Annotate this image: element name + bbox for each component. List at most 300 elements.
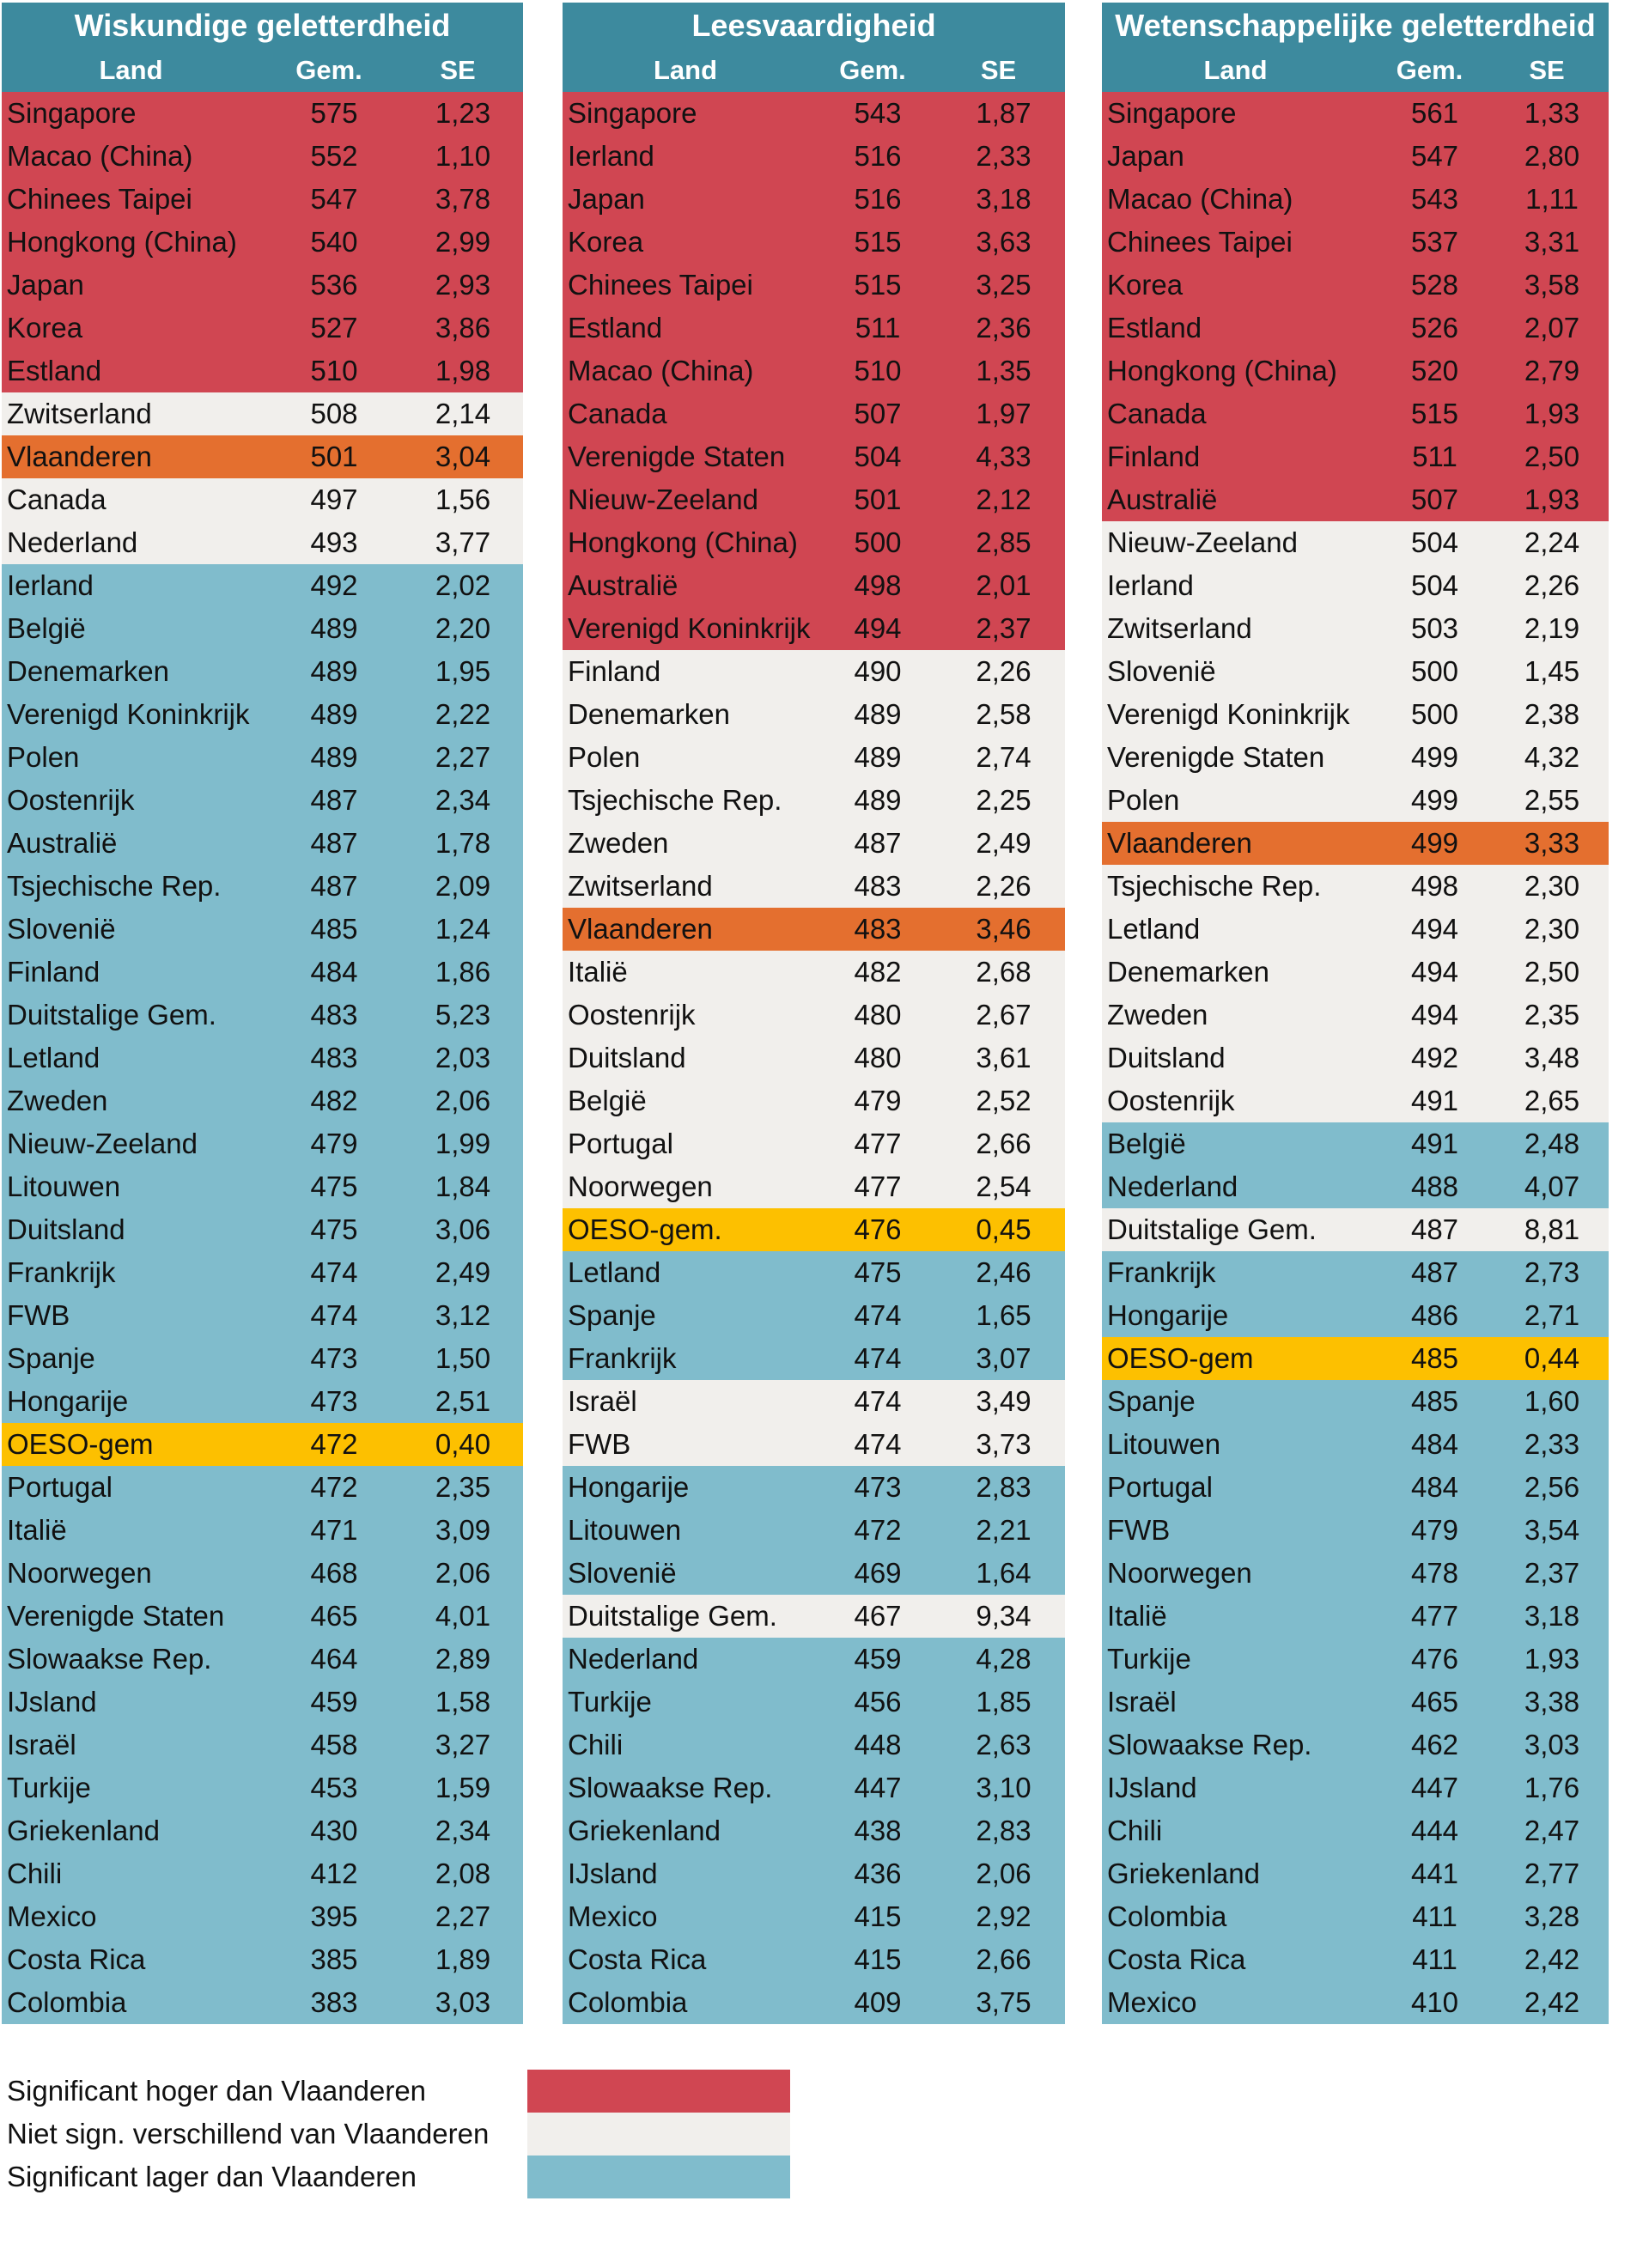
cell-gem: 487 [1410, 1256, 1459, 1288]
table-row [2, 1938, 523, 1981]
cell-gem: 453 [310, 1772, 358, 1803]
table-row [2, 1423, 523, 1466]
table-row [1102, 1122, 1609, 1165]
cell-se: 3,77 [435, 526, 491, 558]
cell-se: 2,50 [1524, 441, 1580, 472]
cell-gem: 483 [310, 999, 358, 1031]
table-row [2, 392, 523, 435]
cell-land: Verenigd Koninkrijk [1107, 698, 1350, 730]
cell-gem: 491 [1410, 1128, 1459, 1159]
table-row [2, 1809, 523, 1852]
cell-gem: 489 [854, 741, 902, 773]
table-row [563, 521, 1065, 564]
cell-se: 3,54 [1524, 1514, 1580, 1546]
cell-se: 1,84 [435, 1170, 491, 1202]
cell-land: Zweden [1107, 999, 1208, 1031]
cell-gem: 395 [310, 1900, 358, 1932]
cell-land: Mexico [7, 1900, 97, 1932]
cell-gem: 547 [310, 183, 358, 215]
cell-se: 1,60 [1524, 1385, 1580, 1417]
cell-se: 2,09 [435, 870, 491, 902]
cell-gem: 473 [310, 1385, 358, 1417]
cell-gem: 409 [854, 1986, 902, 2018]
cell-gem: 510 [310, 355, 358, 386]
table-row [563, 607, 1065, 650]
cell-se: 2,54 [976, 1170, 1031, 1202]
table-row [563, 1595, 1065, 1638]
column-header-land: Land [1203, 55, 1268, 85]
cell-land: Frankrijk [1107, 1256, 1216, 1288]
cell-land: België [568, 1085, 647, 1116]
cell-land: Turkije [568, 1686, 652, 1718]
cell-se: 1,86 [435, 956, 491, 988]
cell-gem: 465 [310, 1600, 358, 1632]
cell-land: Macao (China) [568, 355, 754, 386]
legend-swatch [527, 2113, 790, 2156]
cell-se: 2,27 [435, 1900, 491, 1932]
table-row [2, 1681, 523, 1724]
cell-gem: 438 [854, 1815, 902, 1846]
cell-se: 2,08 [435, 1858, 491, 1889]
cell-se: 3,73 [976, 1428, 1031, 1460]
table-row [2, 221, 523, 264]
cell-land: Australië [7, 827, 118, 859]
cell-se: 2,38 [1524, 698, 1580, 730]
cell-land: Noorwegen [1107, 1557, 1252, 1589]
cell-land: Finland [568, 655, 661, 687]
table-row [2, 1552, 523, 1595]
cell-se: 0,45 [976, 1213, 1031, 1245]
cell-land: IJsland [7, 1686, 97, 1718]
cell-gem: 492 [310, 569, 358, 601]
table-row [2, 607, 523, 650]
cell-gem: 508 [310, 398, 358, 429]
cell-land: Duitsland [568, 1042, 686, 1073]
table-row [2, 951, 523, 994]
cell-se: 2,03 [435, 1042, 491, 1073]
table-row [563, 1766, 1065, 1809]
cell-se: 2,26 [976, 870, 1031, 902]
cell-se: 3,18 [1524, 1600, 1580, 1632]
cell-land: Oostenrijk [1107, 1085, 1235, 1116]
cell-land: Mexico [568, 1900, 658, 1932]
cell-gem: 459 [310, 1686, 358, 1718]
cell-se: 3,46 [976, 913, 1031, 945]
cell-land: Duitsland [1107, 1042, 1226, 1073]
cell-land: Chili [7, 1858, 63, 1889]
cell-se: 2,02 [435, 569, 491, 601]
cell-land: Australië [568, 569, 678, 601]
table-row [2, 693, 523, 736]
cell-gem: 501 [854, 483, 902, 515]
cell-gem: 469 [854, 1557, 902, 1589]
table-row [1102, 478, 1609, 521]
cell-se: 2,65 [1524, 1085, 1580, 1116]
cell-gem: 486 [1410, 1299, 1459, 1331]
table-row [2, 1037, 523, 1079]
cell-gem: 484 [1410, 1428, 1459, 1460]
cell-gem: 436 [854, 1858, 902, 1889]
cell-gem: 515 [854, 269, 902, 301]
cell-gem: 472 [854, 1514, 902, 1546]
legend-label: Niet sign. verschillend van Vlaanderen [7, 2118, 490, 2149]
cell-se: 2,77 [1524, 1858, 1580, 1889]
cell-se: 3,86 [435, 312, 491, 344]
cell-gem: 483 [310, 1042, 358, 1073]
cell-gem: 489 [854, 698, 902, 730]
cell-gem: 494 [1410, 913, 1459, 945]
table-row [1102, 1681, 1609, 1724]
column-header-se: SE [1529, 55, 1565, 85]
cell-land: Ierland [1107, 569, 1194, 601]
cell-gem: 474 [310, 1256, 358, 1288]
table-row [1102, 221, 1609, 264]
cell-land: Ierland [568, 140, 654, 172]
table-row [563, 1165, 1065, 1208]
cell-se: 2,33 [1524, 1428, 1580, 1460]
cell-land: Canada [1107, 398, 1207, 429]
cell-land: IJsland [1107, 1772, 1197, 1803]
table-row [1102, 307, 1609, 350]
cell-se: 3,06 [435, 1213, 491, 1245]
cell-land: Japan [1107, 140, 1184, 172]
table-row [1102, 178, 1609, 221]
cell-land: Israël [7, 1729, 76, 1760]
cell-land: Finland [1107, 441, 1201, 472]
cell-land: Macao (China) [7, 140, 193, 172]
table-row [1102, 1938, 1609, 1981]
cell-land: Korea [568, 226, 644, 258]
table-row [2, 1852, 523, 1895]
cell-se: 2,80 [1524, 140, 1580, 172]
cell-land: Turkije [1107, 1643, 1191, 1675]
cell-se: 2,74 [976, 741, 1031, 773]
table-row [563, 1423, 1065, 1466]
cell-se: 2,42 [1524, 1986, 1580, 2018]
cell-se: 3,58 [1524, 269, 1580, 301]
cell-land: Nederland [568, 1643, 699, 1675]
cell-se: 2,22 [435, 698, 491, 730]
cell-land: Singapore [7, 97, 137, 129]
cell-se: 3,12 [435, 1299, 491, 1331]
table-row [563, 1809, 1065, 1852]
table-row [563, 1724, 1065, 1766]
cell-land: Verenigd Koninkrijk [7, 698, 250, 730]
cell-gem: 484 [1410, 1471, 1459, 1503]
cell-land: Slowaakse Rep. [1107, 1729, 1312, 1760]
cell-land: Estland [568, 312, 663, 344]
cell-se: 2,92 [976, 1900, 1031, 1932]
legend-item-lager [0, 2156, 790, 2198]
table-row [1102, 564, 1609, 607]
table-row [1102, 779, 1609, 822]
table-row [563, 1681, 1065, 1724]
cell-gem: 456 [854, 1686, 902, 1718]
cell-se: 9,34 [976, 1600, 1031, 1632]
table-row [1102, 1638, 1609, 1681]
cell-land: Chinees Taipei [568, 269, 753, 301]
cell-land: Costa Rica [568, 1943, 707, 1975]
cell-se: 2,46 [976, 1256, 1031, 1288]
cell-gem: 497 [310, 483, 358, 515]
cell-se: 2,52 [976, 1085, 1031, 1116]
legend-item-niet [0, 2113, 790, 2156]
cell-gem: 490 [854, 655, 902, 687]
cell-gem: 537 [1410, 226, 1459, 258]
cell-se: 1,85 [976, 1686, 1031, 1718]
cell-gem: 441 [1410, 1858, 1459, 1889]
table-row [1102, 908, 1609, 951]
table-row [563, 822, 1065, 865]
cell-gem: 459 [854, 1643, 902, 1675]
cell-gem: 474 [854, 1428, 902, 1460]
cell-gem: 499 [1410, 784, 1459, 816]
cell-land: Vlaanderen [568, 913, 713, 945]
table-row [2, 1165, 523, 1208]
cell-se: 1,11 [1525, 183, 1579, 215]
cell-gem: 516 [854, 140, 902, 172]
cell-land: Nieuw-Zeeland [568, 483, 758, 515]
cell-land: Litouwen [568, 1514, 682, 1546]
cell-gem: 475 [310, 1170, 358, 1202]
cell-gem: 575 [310, 97, 358, 129]
cell-gem: 520 [1410, 355, 1459, 386]
table-row [563, 1208, 1065, 1251]
table-row [2, 1638, 523, 1681]
cell-se: 1,35 [976, 355, 1031, 386]
cell-se: 1,89 [435, 1943, 491, 1975]
cell-se: 3,04 [435, 441, 491, 472]
cell-land: Griekenland [1107, 1858, 1260, 1889]
table-row [2, 1595, 523, 1638]
cell-se: 2,25 [976, 784, 1031, 816]
cell-land: Portugal [7, 1471, 113, 1503]
cell-land: Zwitserland [568, 870, 713, 902]
table-row [563, 178, 1065, 221]
table-row [563, 1337, 1065, 1380]
cell-se: 2,26 [976, 655, 1031, 687]
table-row [563, 1852, 1065, 1895]
table-row [2, 865, 523, 908]
table-row [1102, 1981, 1609, 2024]
cell-land: Denemarken [568, 698, 730, 730]
cell-land: Duitstalige Gem. [568, 1600, 777, 1632]
cell-se: 2,71 [1524, 1299, 1580, 1331]
cell-gem: 498 [854, 569, 902, 601]
cell-land: Nederland [1107, 1170, 1238, 1202]
cell-se: 2,37 [976, 612, 1031, 644]
cell-se: 1,95 [435, 655, 491, 687]
cell-gem: 561 [1410, 97, 1459, 129]
legend-label: Significant hoger dan Vlaanderen [7, 2075, 427, 2107]
cell-se: 1,93 [1524, 483, 1580, 515]
cell-gem: 447 [1410, 1772, 1459, 1803]
cell-land: Hongarije [1107, 1299, 1229, 1331]
cell-se: 3,10 [976, 1772, 1031, 1803]
cell-land: Italië [7, 1514, 67, 1546]
cell-gem: 448 [854, 1729, 902, 1760]
table-row [1102, 693, 1609, 736]
cell-se: 2,35 [1524, 999, 1580, 1031]
cell-land: Korea [7, 312, 83, 344]
table-row [2, 478, 523, 521]
cell-se: 3,27 [435, 1729, 491, 1760]
cell-se: 4,28 [976, 1643, 1031, 1675]
table-row [1102, 1251, 1609, 1294]
cell-gem: 474 [854, 1385, 902, 1417]
cell-land: Oostenrijk [568, 999, 696, 1031]
cell-gem: 501 [310, 441, 358, 472]
cell-land: Duitstalige Gem. [1107, 1213, 1317, 1245]
cell-se: 3,18 [976, 183, 1031, 215]
cell-gem: 489 [310, 741, 358, 773]
table-row [2, 1981, 523, 2024]
table-row [1102, 1895, 1609, 1938]
cell-gem: 464 [310, 1643, 358, 1675]
cell-land: Colombia [7, 1986, 127, 2018]
cell-se: 2,20 [435, 612, 491, 644]
cell-gem: 504 [1410, 569, 1459, 601]
cell-land: Vlaanderen [1107, 827, 1252, 859]
legend-swatch [527, 2070, 790, 2113]
table-row [2, 1380, 523, 1423]
table-row [1102, 1466, 1609, 1509]
table-row [1102, 1852, 1609, 1895]
table-row [2, 1724, 523, 1766]
table-row [1102, 1294, 1609, 1337]
table-title: Wetenschappelijke geletterdheid [1102, 3, 1609, 49]
cell-gem: 492 [1410, 1042, 1459, 1073]
cell-gem: 485 [1410, 1385, 1459, 1417]
cell-land: België [7, 612, 86, 644]
cell-land: Colombia [1107, 1900, 1227, 1932]
table-row [563, 865, 1065, 908]
cell-land: Polen [568, 741, 641, 773]
table-row [563, 478, 1065, 521]
cell-land: Australië [1107, 483, 1218, 515]
column-header-row [563, 49, 1065, 92]
cell-se: 0,44 [1524, 1342, 1580, 1374]
cell-gem: 474 [310, 1299, 358, 1331]
cell-gem: 511 [1412, 441, 1457, 472]
cell-se: 1,78 [435, 827, 491, 859]
cell-gem: 462 [1410, 1729, 1459, 1760]
cell-land: Zweden [7, 1085, 108, 1116]
cell-se: 4,33 [976, 441, 1031, 472]
cell-land: Noorwegen [568, 1170, 713, 1202]
cell-land: Israël [568, 1385, 637, 1417]
cell-gem: 475 [310, 1213, 358, 1245]
cell-land: Nederland [7, 526, 138, 558]
cell-land: Japan [568, 183, 645, 215]
cell-se: 1,23 [435, 97, 491, 129]
cell-se: 8,81 [1524, 1213, 1580, 1245]
cell-se: 2,73 [1524, 1256, 1580, 1288]
table-row [563, 1079, 1065, 1122]
column-header-gem: Gem. [1396, 55, 1463, 85]
table-row [2, 1294, 523, 1337]
table-row [1102, 1208, 1609, 1251]
table-row [563, 264, 1065, 307]
cell-land: Litouwen [1107, 1428, 1221, 1460]
cell-gem: 494 [1410, 999, 1459, 1031]
cell-gem: 487 [310, 784, 358, 816]
cell-gem: 504 [1410, 526, 1459, 558]
table-row [2, 1251, 523, 1294]
cell-se: 2,66 [976, 1128, 1031, 1159]
table-row [563, 1509, 1065, 1552]
table-row [1102, 865, 1609, 908]
cell-land: Portugal [1107, 1471, 1213, 1503]
cell-gem: 526 [1410, 312, 1459, 344]
cell-se: 2,37 [1524, 1557, 1580, 1589]
cell-se: 1,59 [435, 1772, 491, 1803]
cell-se: 2,34 [435, 1815, 491, 1846]
cell-se: 2,89 [435, 1643, 491, 1675]
cell-se: 2,14 [435, 398, 491, 429]
table-row [2, 135, 523, 178]
cell-se: 2,51 [435, 1385, 491, 1417]
cell-se: 4,01 [435, 1600, 491, 1632]
cell-se: 2,06 [976, 1858, 1031, 1889]
cell-se: 3,33 [1524, 827, 1580, 859]
cell-gem: 474 [854, 1342, 902, 1374]
table-row [1102, 1380, 1609, 1423]
cell-gem: 494 [1410, 956, 1459, 988]
table-row [1102, 951, 1609, 994]
cell-se: 2,27 [435, 741, 491, 773]
cell-se: 2,99 [435, 226, 491, 258]
cell-gem: 458 [310, 1729, 358, 1760]
cell-se: 2,58 [976, 698, 1031, 730]
cell-land: Italië [568, 956, 628, 988]
cell-gem: 511 [855, 312, 901, 344]
cell-land: Duitstalige Gem. [7, 999, 216, 1031]
cell-land: OESO-gem. [568, 1213, 722, 1245]
cell-gem: 479 [310, 1128, 358, 1159]
cell-gem: 478 [1410, 1557, 1459, 1589]
cell-gem: 487 [854, 827, 902, 859]
cell-land: Polen [7, 741, 80, 773]
cell-se: 3,48 [1524, 1042, 1580, 1073]
table-row [1102, 92, 1609, 135]
cell-gem: 485 [310, 913, 358, 945]
cell-gem: 504 [854, 441, 902, 472]
cell-gem: 487 [1410, 1213, 1459, 1245]
cell-se: 2,85 [976, 526, 1031, 558]
table-row [2, 908, 523, 951]
cell-se: 2,26 [1524, 569, 1580, 601]
cell-se: 2,42 [1524, 1943, 1580, 1975]
table-row [1102, 435, 1609, 478]
table-row [2, 1208, 523, 1251]
cell-gem: 482 [310, 1085, 358, 1116]
cell-land: Spanje [1107, 1385, 1196, 1417]
cell-gem: 543 [854, 97, 902, 129]
cell-gem: 507 [1410, 483, 1459, 515]
table-row [2, 650, 523, 693]
cell-land: Israël [1107, 1686, 1177, 1718]
cell-gem: 489 [310, 698, 358, 730]
cell-se: 2,79 [1524, 355, 1580, 386]
column-header-gem: Gem. [839, 55, 906, 85]
cell-se: 2,93 [435, 269, 491, 301]
cell-gem: 472 [310, 1428, 358, 1460]
cell-land: Slovenië [7, 913, 116, 945]
cell-land: Hongkong (China) [1107, 355, 1337, 386]
cell-gem: 543 [1410, 183, 1459, 215]
legend-label: Significant lager dan Vlaanderen [7, 2161, 417, 2192]
